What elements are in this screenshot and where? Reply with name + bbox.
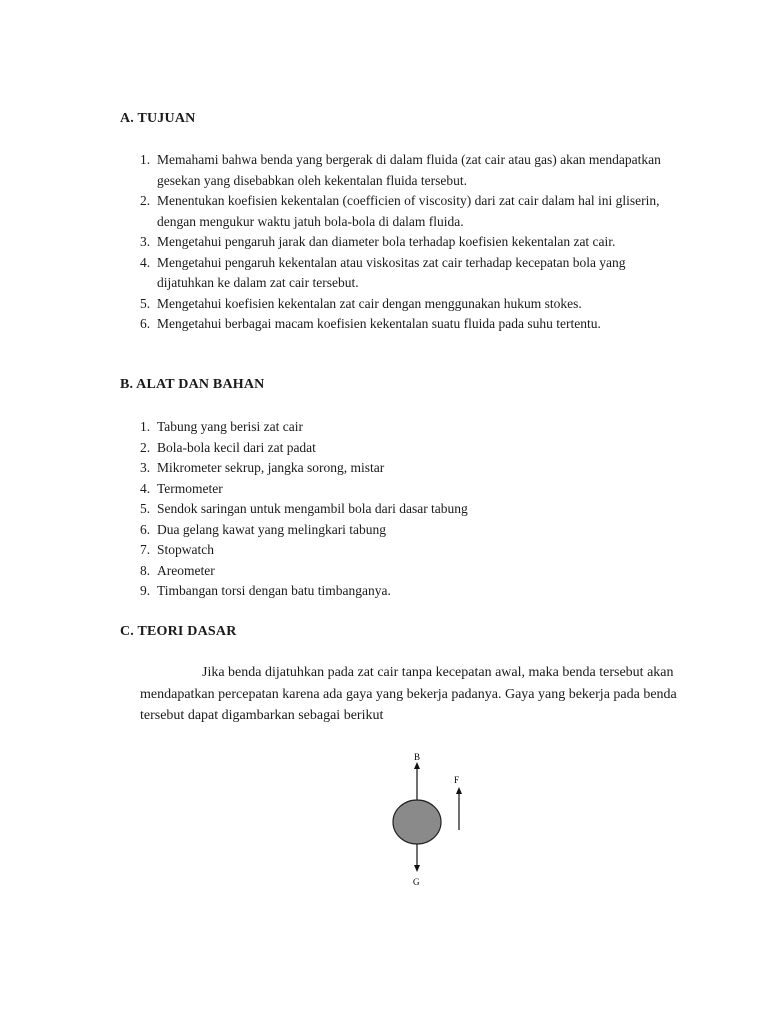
tujuan-item-text: Mengetahui pengaruh kekentalan atau viskositas zat cair terhadap kecepatan bola yang dijatuhkan ke dalam zat cair tersebut.: [157, 254, 626, 290]
alat-bahan-item-number: 9.: [140, 583, 151, 598]
tujuan-item-number: 3.: [140, 234, 151, 249]
alat-bahan-item: [140, 540, 665, 561]
buoyancy-arrowhead: [414, 762, 420, 769]
alat-bahan-item-text: Bola-bola kecil dari zat padat: [157, 439, 316, 455]
alat-bahan-item-text: Sendok saringan untuk mengambil bola dari dasar tabung: [157, 501, 468, 516]
alat-bahan-item: [140, 479, 665, 500]
tujuan-item: [140, 232, 665, 253]
alat-bahan-list: [140, 417, 665, 602]
tujuan-list: [140, 150, 665, 335]
teori-dasar-text: Jika benda dijatuhkan pada zat cair tanpa kecepatan awal, maka benda tersebut akan mendapatkan percepatan karena ada gaya yang bekerja padanya. Gaya yang bekerja pada benda tersebut dapat digambarkan sebagai berikut: [140, 665, 677, 723]
alat-bahan-item-text: Timbangan torsi dengan batu timbanganya.: [157, 583, 391, 598]
tujuan-item-text: Mengetahui berbagai macam koefisien kekentalan suatu fluida pada suhu tertentu.: [157, 316, 601, 331]
friction-arrowhead: [456, 787, 462, 794]
alat-bahan-item-number: 3.: [140, 460, 151, 475]
tujuan-item-number: 6.: [140, 316, 151, 331]
alat-bahan-item: [140, 520, 665, 541]
force-diagram: [360, 742, 480, 892]
section-c-heading: C. TEORI DASAR: [120, 624, 237, 639]
tujuan-item-number: 1.: [140, 152, 151, 167]
tujuan-item: [140, 294, 665, 315]
alat-bahan-item-number: 5.: [140, 501, 151, 516]
alat-bahan-item: [140, 438, 665, 459]
label-g: G: [413, 877, 420, 887]
tujuan-item-text: Memahami bahwa benda yang bergerak di dalam fluida (zat cair atau gas) akan mendapatkan gesekan yang disebabkan oleh kekentalan fluida tersebut.: [157, 152, 661, 188]
tujuan-item-number: 2.: [140, 193, 151, 208]
alat-bahan-item-text: Areometer: [157, 562, 215, 578]
tujuan-item: [140, 314, 665, 335]
alat-bahan-item-number: 1.: [140, 419, 151, 434]
alat-bahan-item: [140, 417, 665, 438]
gravity-arrowhead: [414, 865, 420, 872]
alat-bahan-item-number: 6.: [140, 521, 151, 537]
alat-bahan-item-text: Tabung yang berisi zat cair: [157, 419, 303, 434]
tujuan-item-text: Mengetahui pengaruh jarak dan diameter bola terhadap koefisien kekentalan zat cair.: [157, 234, 616, 249]
tujuan-item-number: 4.: [140, 254, 151, 270]
section-a-heading: A. TUJUAN: [120, 111, 196, 126]
tujuan-item-number: 5.: [140, 295, 151, 311]
tujuan-item-text: Menentukan koefisien kekentalan (coefficien of viscosity) dari zat cair dalam hal ini gliserin, dengan mengukur waktu jatuh bola-bola di dalam fluida.: [157, 193, 660, 229]
alat-bahan-item: [140, 581, 665, 602]
label-b: B: [414, 752, 421, 762]
alat-bahan-item: [140, 499, 665, 520]
alat-bahan-item-text: Stopwatch: [157, 542, 214, 557]
alat-bahan-item-text: Dua gelang kawat yang melingkari tabung: [157, 521, 387, 537]
alat-bahan-item: [140, 561, 665, 582]
alat-bahan-item: [140, 458, 665, 479]
teori-dasar-paragraph: [140, 662, 680, 727]
tujuan-item: [140, 253, 665, 294]
alat-bahan-item-text: Mikrometer sekrup, jangka sorong, mistar: [157, 460, 385, 475]
label-f: F: [454, 775, 460, 785]
alat-bahan-item-text: Termometer: [157, 480, 223, 496]
tujuan-item: [140, 150, 665, 191]
tujuan-item: [140, 191, 665, 232]
falling-ball: [393, 800, 441, 844]
alat-bahan-item-number: 8.: [140, 562, 151, 578]
alat-bahan-item-number: 4.: [140, 480, 151, 496]
alat-bahan-item-number: 2.: [140, 439, 151, 455]
tujuan-item-text: Mengetahui koefisien kekentalan zat cair dengan menggunakan hukum stokes.: [157, 295, 582, 311]
section-b-heading: B. ALAT DAN BAHAN: [120, 377, 265, 392]
alat-bahan-item-number: 7.: [140, 542, 151, 557]
